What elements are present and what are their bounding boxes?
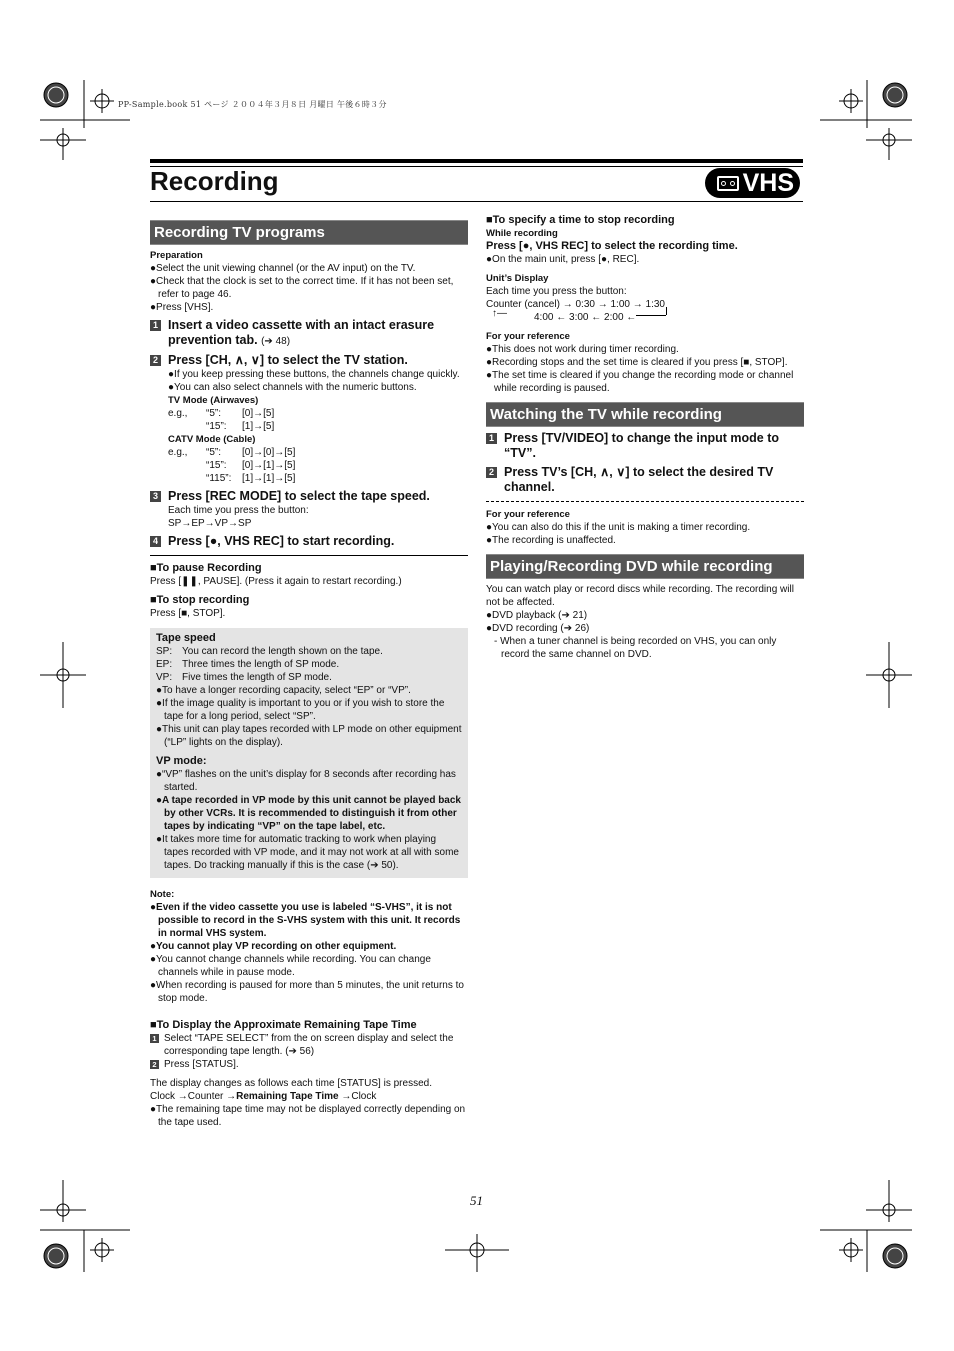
display-seq-a: Clock →Counter → bbox=[150, 1091, 237, 1102]
cell: “5”: bbox=[206, 447, 221, 458]
note-item: Each time you press the button: bbox=[168, 505, 309, 516]
title-rule-bottom bbox=[150, 201, 803, 202]
prep-item: ●Press [VHS]. bbox=[150, 302, 214, 313]
section-title-recording-tv: Recording TV programs bbox=[150, 220, 468, 245]
step-number: 2 bbox=[486, 467, 497, 478]
step-2-text: Press [CH, ∧, ∨] to select the TV station. bbox=[168, 353, 408, 367]
section-title-watching-tv: Watching the TV while recording bbox=[486, 402, 804, 427]
step-3-text: Press [REC MODE] to select the tape speed. bbox=[168, 489, 430, 503]
cell: “115”: bbox=[206, 473, 232, 484]
unit-display-return bbox=[486, 308, 804, 324]
cell: [1]→[1]→[5] bbox=[242, 473, 296, 484]
left-column bbox=[150, 220, 468, 1129]
tv-mode-table bbox=[168, 407, 468, 433]
pause-text: Press [❚❚, PAUSE]. (Press it again to restart recording.) bbox=[150, 576, 402, 587]
section-title-dvd: Playing/Recording DVD while recording bbox=[486, 554, 804, 579]
display-sequence bbox=[150, 1090, 468, 1103]
unit-display-line: Counter (cancel) → 0:30 → 1:00 → 1:30 bbox=[486, 299, 665, 310]
note-item: ●DVD recording (➔ 26) bbox=[486, 623, 590, 634]
remaining-step-2 bbox=[150, 1058, 468, 1071]
tape-speed-table bbox=[156, 645, 462, 684]
step-2-notes bbox=[150, 368, 468, 485]
prep-item: ●Check that the clock is set to the correct time. If it has not been set, refer to page 46. bbox=[150, 276, 454, 300]
cell bbox=[168, 459, 206, 472]
step-number: 2 bbox=[150, 355, 161, 366]
step-3-notes bbox=[150, 504, 468, 530]
cell: [0]→[5] bbox=[242, 408, 275, 419]
note-item: ●You cannot change channels while recording. You can change channels while in pause mode. bbox=[150, 954, 431, 978]
unit-display-label: Unit’s Display bbox=[486, 273, 549, 284]
cell: Five times the length of SP mode. bbox=[182, 672, 332, 683]
cell: EP: bbox=[156, 659, 173, 670]
file-meta-line: PP-Sample.book 51 ページ ２００４年３月８日 月曜日 午後６時３分 bbox=[118, 100, 387, 109]
note-item: ●It takes more time for automatic tracking to work when playing tapes recorded with VP mode, and it may not work at all with some tapes. Do tracking manually if this is the case (➔ 50). bbox=[156, 834, 459, 871]
vhs-badge bbox=[705, 168, 800, 198]
note-item: ●“VP” flashes on the unit’s display for 8 seconds after recording has started. bbox=[156, 769, 456, 793]
note-item: ●DVD playback (➔ 21) bbox=[486, 610, 588, 621]
right-column bbox=[486, 214, 804, 661]
cell: e.g., bbox=[168, 447, 188, 458]
stop-time-heading: ■To specify a time to stop recording bbox=[486, 214, 675, 226]
catv-mode-label: CATV Mode (Cable) bbox=[168, 434, 256, 445]
note-label: Note: bbox=[150, 889, 175, 900]
note-item: ●This unit can play tapes recorded with LP mode on other equipment (“LP” lights on the display). bbox=[156, 724, 462, 748]
preparation-label: Preparation bbox=[150, 250, 203, 261]
note-item: ●The set time is cleared if you change the recording mode or channel while recording is paused. bbox=[486, 370, 794, 394]
remaining-step-2-text: Press [STATUS]. bbox=[164, 1059, 239, 1070]
display-seq-b: Remaining Tape Time bbox=[236, 1091, 339, 1102]
cell: [0]→[1]→[5] bbox=[242, 460, 296, 471]
vhs-badge-label: VHS bbox=[742, 168, 794, 197]
note-item: ●This does not work during timer recording. bbox=[486, 344, 679, 355]
watch-step-1-text: Press [TV/VIDEO] to change the input mode to “TV”. bbox=[504, 431, 780, 460]
tape-speed-label: Tape speed bbox=[156, 632, 216, 644]
remaining-step-1 bbox=[150, 1032, 468, 1058]
step-number: 1 bbox=[486, 433, 497, 444]
stop-text: Press [■, STOP]. bbox=[150, 608, 226, 619]
watch-step-2-text: Press TV’s [CH, ∧, ∨] to select the desired TV channel. bbox=[504, 465, 774, 494]
unit-display-line: 4:00 ← 3:00 ← 2:00 ← bbox=[534, 312, 637, 323]
pause-heading: ■To pause Recording bbox=[150, 562, 262, 574]
page-number: 51 bbox=[470, 1193, 483, 1208]
note-item: ●You can also select channels with the numeric buttons. bbox=[168, 382, 417, 393]
step-4 bbox=[150, 534, 468, 549]
stop-heading: ■To stop recording bbox=[150, 594, 250, 606]
step-2 bbox=[150, 353, 468, 368]
tv-mode-label: TV Mode (Airwaves) bbox=[168, 395, 259, 406]
cell: “15”: bbox=[206, 460, 227, 471]
cell: [0]→[0]→[5] bbox=[242, 447, 296, 458]
step-1-ref: (➔ 48) bbox=[261, 336, 291, 347]
reference-label: For your reference bbox=[486, 509, 570, 520]
watch-step-1 bbox=[486, 431, 804, 461]
reference-label: For your reference bbox=[486, 331, 570, 342]
display-line: The display changes as follows each time [STATUS] is pressed. bbox=[150, 1078, 432, 1089]
unit-display-line: Each time you press the button: bbox=[486, 286, 627, 297]
note-item: ●You can also do this if the unit is making a timer recording. bbox=[486, 522, 751, 533]
cell: “5”: bbox=[206, 408, 221, 419]
cell bbox=[168, 472, 206, 485]
display-seq-c: →Clock bbox=[338, 1091, 377, 1102]
step-number: 2 bbox=[150, 1060, 159, 1069]
cell bbox=[168, 420, 206, 433]
note-item: SP→EP→VP→SP bbox=[168, 518, 252, 529]
cell: SP: bbox=[156, 646, 173, 657]
cell: You can record the length shown on the tape. bbox=[182, 646, 383, 657]
watch-step-2 bbox=[486, 465, 804, 495]
cell: VP: bbox=[156, 672, 173, 683]
cell: “15”: bbox=[206, 421, 227, 432]
divider bbox=[150, 555, 468, 556]
dashed-divider bbox=[486, 501, 804, 502]
note-item: ●On the main unit, press [●, REC]. bbox=[486, 254, 640, 265]
cassette-icon bbox=[717, 176, 739, 191]
step-number: 3 bbox=[150, 491, 161, 502]
catv-mode-table bbox=[168, 446, 468, 485]
prep-item: ●Select the unit viewing channel (or the AV input) on the TV. bbox=[150, 263, 416, 274]
note-item: ●You cannot play VP recording on other equipment. bbox=[150, 941, 397, 952]
cell: [1]→[5] bbox=[242, 421, 275, 432]
step-number: 1 bbox=[150, 320, 161, 331]
note-item: ●A tape recorded in VP mode by this unit cannot be played back by other VCRs. It is recommended to distinguish it from other tapes by indicating “VP” on the tape label, etc. bbox=[156, 795, 461, 832]
note-item: ●If the image quality is important to you or if you wish to store the tape for a long period, select “SP”. bbox=[156, 698, 445, 722]
step-3 bbox=[150, 489, 468, 504]
note-item: ●If you keep pressing these buttons, the channels change quickly. bbox=[168, 369, 460, 380]
while-recording-step: Press [●, VHS REC] to select the recording time. bbox=[486, 240, 738, 252]
step-1 bbox=[150, 318, 468, 349]
title-rule-top bbox=[150, 159, 803, 163]
return-tick bbox=[666, 307, 667, 315]
note-item: ●The recording is unaffected. bbox=[486, 535, 616, 546]
return-line bbox=[636, 315, 666, 316]
step-4-text: Press [●, VHS REC] to start recording. bbox=[168, 534, 395, 548]
note-item: ●When recording is paused for more than 5 minutes, the unit returns to stop mode. bbox=[150, 980, 464, 1004]
page-title: Recording bbox=[150, 166, 279, 196]
step-1-text: Insert a video cassette with an intact erasure prevention tab. bbox=[168, 318, 435, 347]
vp-mode-label: VP mode: bbox=[156, 755, 207, 767]
return-arrow-icon: ↑— bbox=[492, 308, 507, 319]
cell: e.g., bbox=[168, 408, 188, 419]
while-recording-label: While recording bbox=[486, 228, 558, 239]
note-item: ●Even if the video cassette you use is labeled “S-VHS”, it is not possible to record in the S-VHS system with this unit. It records in normal VHS system. bbox=[150, 902, 461, 939]
dvd-text: You can watch play or record discs while recording. The recording will not be affected. bbox=[486, 584, 794, 608]
remaining-time-heading: ■To Display the Approximate Remaining Tape Time bbox=[150, 1019, 417, 1031]
cell: Three times the length of SP mode. bbox=[182, 659, 340, 670]
dvd-sub-note: - When a tuner channel is being recorded on VHS, you can only record the same channel on DVD. bbox=[494, 636, 777, 660]
note-item: ●Recording stops and the set time is cleared if you press [■, STOP]. bbox=[486, 357, 788, 368]
step-number: 1 bbox=[150, 1034, 159, 1043]
step-number: 4 bbox=[150, 536, 161, 547]
remaining-step-1-text: Select “TAPE SELECT” from the on screen display and select the corresponding tape length. (➔ 56) bbox=[164, 1033, 454, 1057]
tape-speed-box bbox=[150, 628, 468, 878]
note-item: ●The remaining tape time may not be displayed correctly depending on the tape used. bbox=[150, 1104, 466, 1128]
note-item: ●To have a longer recording capacity, select “EP” or “VP”. bbox=[156, 685, 411, 696]
